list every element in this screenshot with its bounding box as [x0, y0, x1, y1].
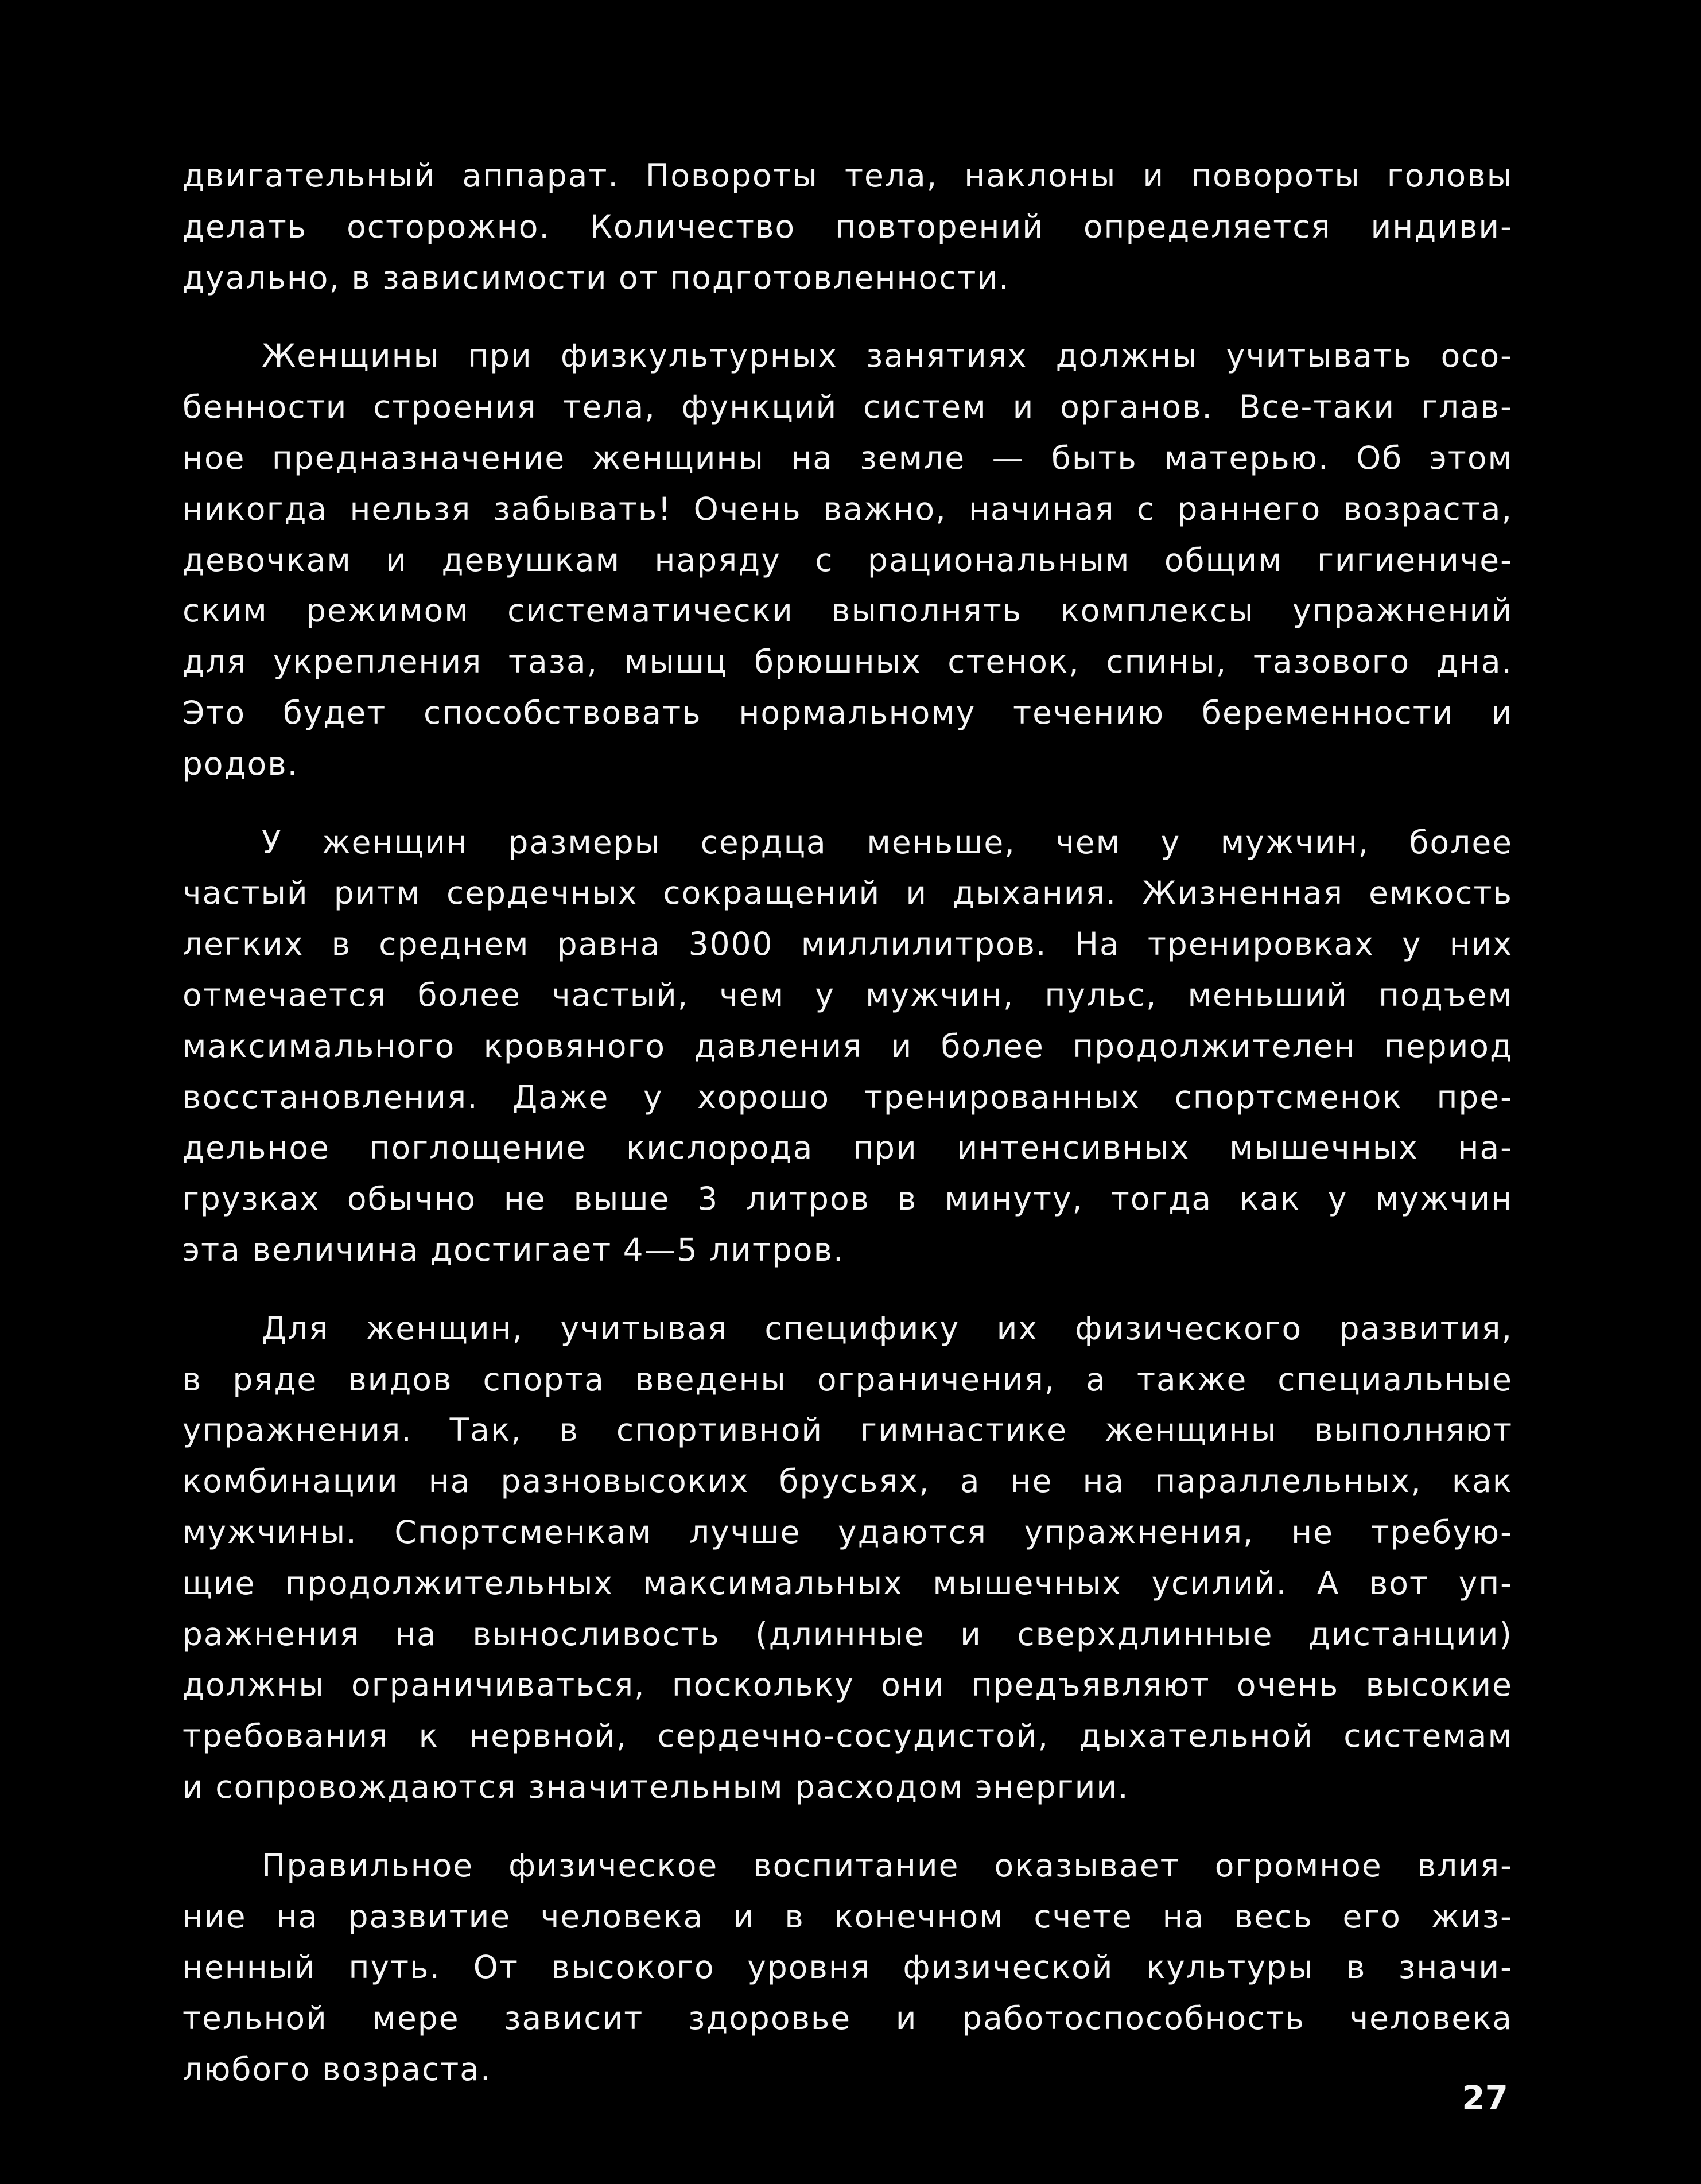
text-line: отмечается более частый, чем у мужчин, пульс, меньший подъем — [182, 976, 1513, 1013]
text-line: восстановления. Даже у хорошо тренированных спортсменок пре- — [182, 1078, 1513, 1116]
text-line: ским режимом систематически выполнять комплексы упражнений — [182, 592, 1513, 629]
text-line: У женщин размеры сердца меньше, чем у мужчин, более — [262, 823, 1513, 861]
text-line: максимального кровяного давления и более продолжителен период — [182, 1027, 1513, 1064]
text-line: Для женщин, учитывая специфику их физического развития, — [262, 1309, 1513, 1347]
paragraph-4 — [182, 1303, 1513, 1813]
text-line: грузках обычно не выше 3 литров в минуту, тогда как у мужчин — [182, 1180, 1513, 1218]
paragraph-3 — [182, 817, 1513, 1276]
text-line: в ряде видов спорта введены ограничения, а также специальные — [182, 1361, 1513, 1398]
text-line: двигательный аппарат. Повороты тела, наклоны и повороты головы — [182, 157, 1513, 194]
text-line: родов. — [182, 745, 299, 782]
text-line: Женщины при физкультурных занятиях должны учитывать осо- — [262, 337, 1513, 375]
text-line: и сопровождаются значительным расходом энергии. — [182, 1768, 1129, 1805]
paragraph-1 — [182, 150, 1513, 303]
text-line: Правильное физическое воспитание оказывает огромное влия- — [262, 1847, 1513, 1884]
text-line: ненный путь. От высокого уровня физической культуры в значи- — [182, 1949, 1513, 1986]
text-line: бенности строения тела, функций систем и органов. Все-таки глав- — [182, 388, 1513, 426]
text-line: дуально, в зависимости от подготовленности. — [182, 259, 1010, 296]
text-line: ное предназначение женщины на земле — быть матерью. Об этом — [182, 439, 1513, 476]
text-line: требования к нервной, сердечно-сосудистой, дыхательной системам — [182, 1717, 1513, 1755]
text-line: для укрепления таза, мышц брюшных стенок, спины, тазового дна. — [182, 643, 1513, 681]
text-line: упражнения. Так, в спортивной гимнастике женщины выполняют — [182, 1412, 1513, 1449]
paragraph-5 — [182, 1840, 1513, 2095]
text-line: любого возраста. — [182, 2050, 492, 2088]
text-line: делать осторожно. Количество повторений определяется индиви- — [182, 208, 1513, 245]
text-line: мужчины. Спортсменкам лучше удаются упражнения, не требую- — [182, 1513, 1513, 1550]
text-line: частый ритм сердечных сокращений и дыхания. Жизненная емкость — [182, 875, 1513, 912]
text-line: ражнения на выносливость (длинные и сверхдлинные дистанции) — [182, 1615, 1513, 1653]
text-line: эта величина достигает 4—5 литров. — [182, 1231, 845, 1268]
paragraph-2 — [182, 331, 1513, 789]
text-line: дельное поглощение кислорода при интенсивных мышечных на- — [182, 1129, 1513, 1167]
text-line: ние на развитие человека и в конечном счете на весь его жиз- — [182, 1898, 1513, 1935]
text-line: никогда нельзя забывать! Очень важно, начиная с раннего возраста, — [182, 490, 1513, 527]
text-line: девочкам и девушкам наряду с рациональным общим гигиениче- — [182, 541, 1513, 578]
text-line: Это будет способствовать нормальному течению беременности и — [182, 694, 1513, 731]
text-line: щие продолжительных максимальных мышечных усилий. А вот уп- — [182, 1564, 1513, 1602]
page-number: 27 — [1462, 2078, 1508, 2117]
body-text — [182, 150, 1513, 2123]
text-line: комбинации на разновысоких брусьях, а не на параллельных, как — [182, 1463, 1513, 1500]
text-line: легких в среднем равна 3000 миллилитров. На тренировках у них — [182, 926, 1513, 963]
text-line: тельной мере зависит здоровье и работоспособность человека — [182, 2000, 1513, 2037]
text-line: должны ограничиваться, поскольку они предъявляют очень высокие — [182, 1666, 1513, 1704]
